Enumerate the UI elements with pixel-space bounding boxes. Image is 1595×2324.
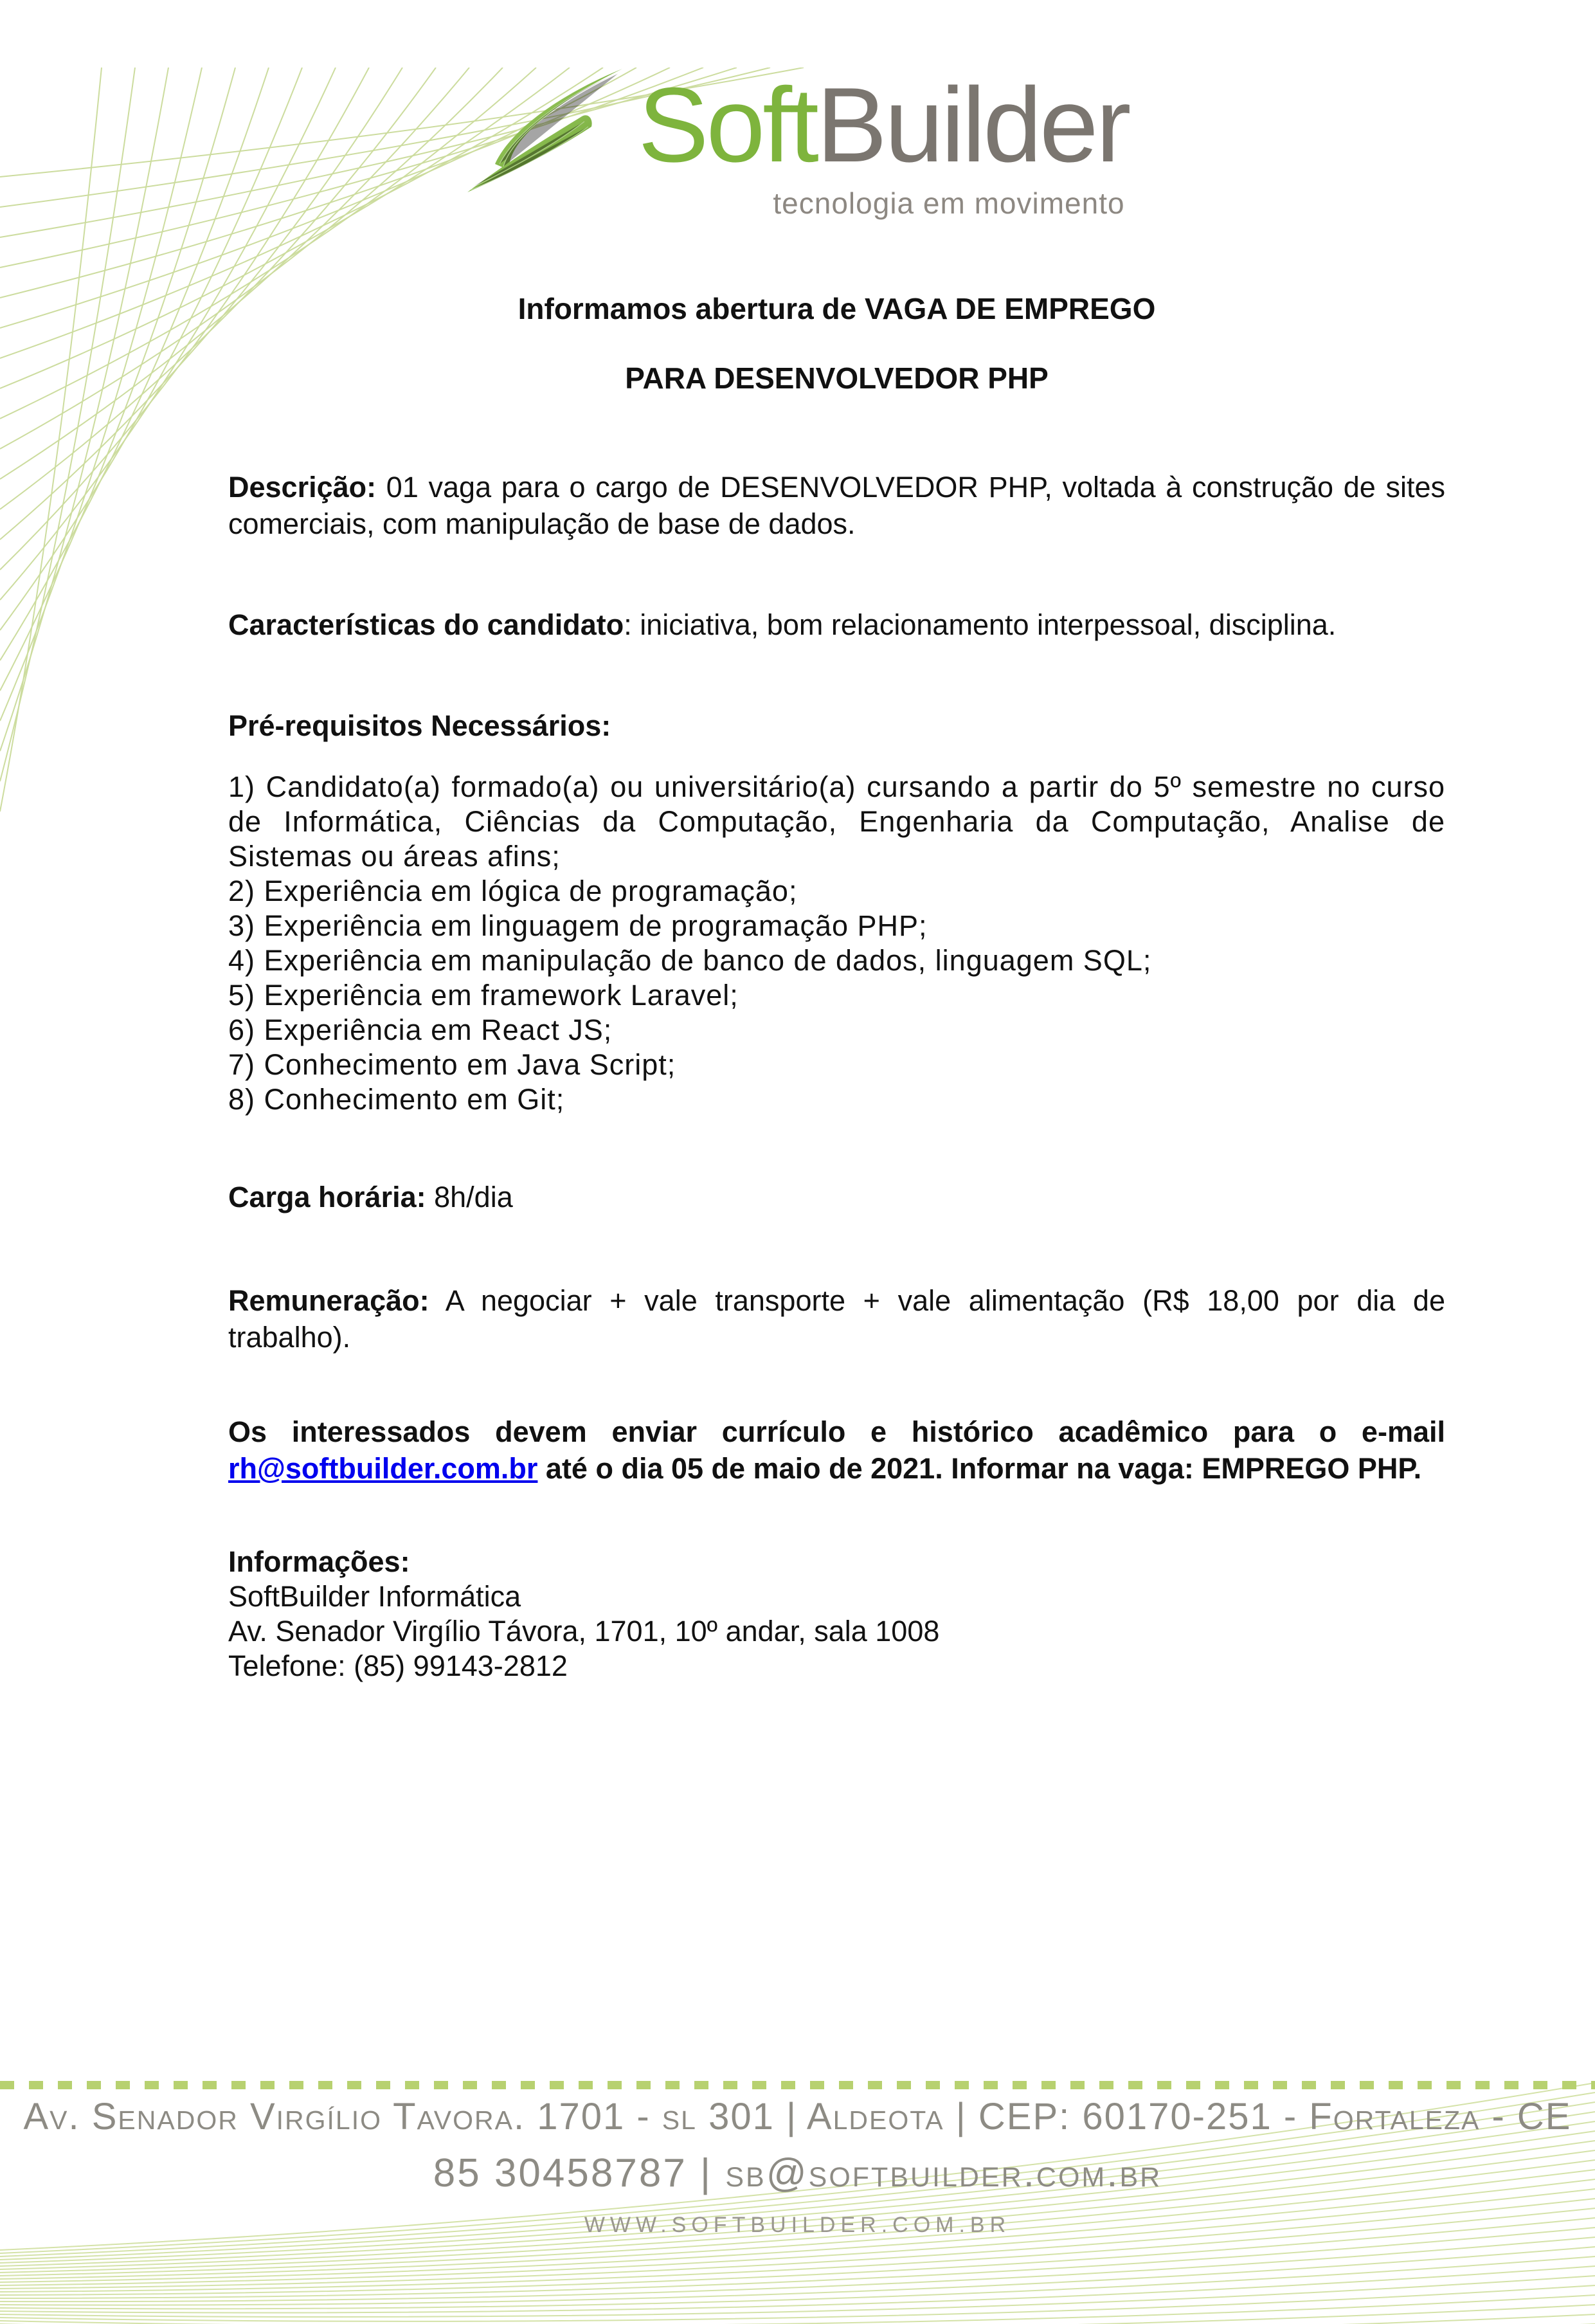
- softbuilder-swoosh-icon: [466, 68, 624, 193]
- descricao-label: Descrição:: [228, 471, 377, 504]
- list-item: 4) Experiência em manipulação de banco de dados, linguagem SQL;: [228, 944, 1152, 977]
- descricao-text: 01 vaga para o cargo de DESENVOLVEDOR PHP, voltada à construção de sites comerciais, com manipulação de base de dados.: [228, 471, 1445, 541]
- list-item: 1) Candidato(a) formado(a) ou universitário(a) cursando a partir do 5º semestre no curso de Informática, Ciências da Computação, Engenharia da Computação, Analise de Sistemas ou áreas afins;: [228, 770, 1445, 873]
- informacoes-phone: Telefone: (85) 99143-2812: [228, 1649, 568, 1683]
- list-item: 8) Conhecimento em Git;: [228, 1083, 565, 1116]
- list-item: 7) Conhecimento em Java Script;: [228, 1048, 676, 1082]
- informacoes-address: Av. Senador Virgílio Távora, 1701, 10º andar, sala 1008: [228, 1615, 940, 1648]
- footer-address: Av. Senador Virgílio Tavora. 1701 - sl 301 | Aldeota | CEP: 60170-251 - Fortaleza - CE: [23, 2096, 1572, 2138]
- informacoes-block: [228, 1545, 1445, 1684]
- job-posting-document: [0, 68, 1595, 1684]
- caracteristicas-label: Características do candidato: [228, 608, 624, 642]
- prerequisitos-heading: Pré-requisitos Necessários:: [228, 709, 611, 743]
- softbuilder-logo: [0, 68, 1595, 221]
- list-item: 5) Experiência em framework Laravel;: [228, 979, 739, 1012]
- list-item: 2) Experiência em lógica de programação;: [228, 875, 798, 908]
- carga-horaria-paragraph: [228, 1179, 1445, 1215]
- interessados-paragraph: [228, 1413, 1445, 1487]
- caracteristicas-paragraph: [228, 606, 1445, 643]
- title-line2: PARA DESENVOLVEDOR PHP: [625, 361, 1049, 395]
- descricao-paragraph: [228, 469, 1445, 542]
- informacoes-label: Informações:: [228, 1545, 410, 1579]
- email-link[interactable]: rh@softbuilder.com.br: [228, 1452, 538, 1485]
- remuneracao-label: Remuneração:: [228, 1284, 429, 1318]
- caracteristicas-text: : iniciativa, bom relacionamento interpessoal, disciplina.: [624, 608, 1337, 642]
- remuneracao-paragraph: [228, 1282, 1445, 1356]
- document-body: [0, 290, 1595, 1684]
- logo-tagline: tecnologia em movimento: [773, 186, 1125, 221]
- informacoes-company: SoftBuilder Informática: [228, 1580, 521, 1613]
- interessados-text-before: Os interessados devem enviar currículo e histórico acadêmico para o e-mail: [228, 1415, 1445, 1449]
- footer-website: WWW.SOFTBUILDER.COM.BR: [584, 2213, 1011, 2237]
- interessados-text-after: até o dia 05 de maio de 2021. Informar na vaga: EMPREGO PHP.: [537, 1452, 1422, 1485]
- logo-builder-text: Builder: [816, 66, 1129, 184]
- softbuilder-wordmark: [638, 68, 1128, 221]
- footer-phone-email: 85 30458787 | sb@softbuilder.com.br: [433, 2151, 1162, 2195]
- list-item: 3) Experiência em linguagem de programação PHP;: [228, 909, 928, 943]
- prerequisitos-list: [228, 770, 1445, 1117]
- dashed-separator: [0, 2081, 1595, 2089]
- list-item: 6) Experiência em React JS;: [228, 1013, 613, 1047]
- remuneracao-text: A negociar + vale transporte + vale alimentação (R$ 18,00 por dia de trabalho).: [228, 1284, 1445, 1354]
- title-line1: Informamos abertura de VAGA DE EMPREGO: [518, 292, 1156, 326]
- carga-horaria-text: 8h/dia: [426, 1181, 513, 1214]
- logo-soft-text: Soft: [638, 66, 816, 184]
- carga-horaria-label: Carga horária:: [228, 1181, 426, 1214]
